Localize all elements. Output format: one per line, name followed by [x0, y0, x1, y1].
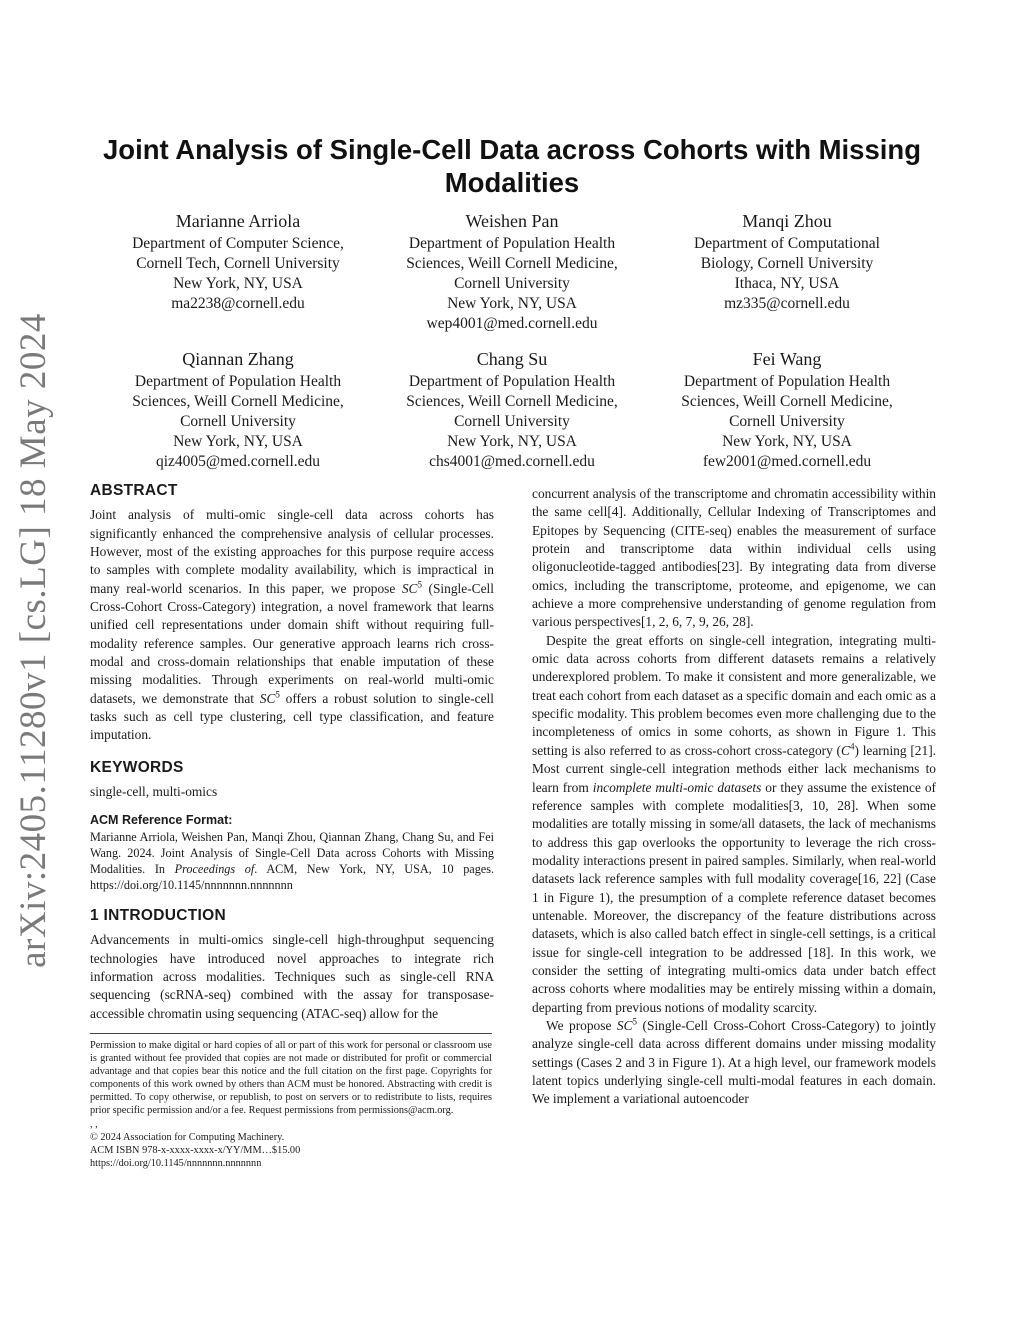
body-paragraph: concurrent analysis of the transcriptome and chromatin accessibility within the same cell[4]. Additionally, Cellular Indexing of Transcriptomes and Epitopes by Sequencing (CITE-seq) enables the measurement of surface protein and transcriptome data within individual cells using oligonucleotide-tagged antibodies[23]. By integrating data from diverse omics, including the transcriptome, proteome, and epigenome, we can achieve a more comprehensive understanding of genome regulation from various perspectives[1, 2, 6, 7, 9, 26, 28]. — [532, 486, 936, 630]
acm-reference — [90, 811, 494, 893]
author-affiliation: Sciences, Weill Cornell Medicine, — [406, 393, 618, 410]
keywords-text: single-cell, multi-omics — [90, 784, 218, 800]
author-email: qiz4005@med.cornell.edu — [155, 453, 321, 470]
author-block — [637, 348, 937, 472]
author-block — [362, 210, 662, 334]
author-location: New York, NY, USA — [173, 433, 303, 450]
author-affiliation: Cornell Tech, Cornell University — [136, 255, 340, 272]
author-affiliation: Department of Population Health — [408, 373, 616, 390]
author-email: wep4001@med.cornell.edu — [426, 315, 598, 332]
author-affiliation: Department of Computational — [694, 235, 880, 252]
doi-line: https://doi.org/10.1145/nnnnnnn.nnnnnnn — [90, 1157, 262, 1169]
author-affiliation: Cornell University — [180, 413, 296, 430]
arxiv-stamp-text: arXiv:2405.11280v1 [cs.LG] 18 May 2024 — [12, 312, 54, 968]
author-name: Qiannan Zhang — [182, 349, 294, 369]
author-location: Ithaca, NY, USA — [734, 275, 840, 292]
author-affiliation: Department of Population Health — [683, 373, 891, 390]
author-affiliation: Sciences, Weill Cornell Medicine, — [132, 393, 344, 410]
introduction-heading: 1 INTRODUCTION — [90, 906, 226, 924]
author-affiliation: Sciences, Weill Cornell Medicine, — [406, 255, 618, 272]
author-block — [637, 210, 937, 314]
author-name: Manqi Zhou — [742, 211, 832, 231]
isbn-line: ACM ISBN 978-x-xxxx-xxxx-x/YY/MM…$15.00 — [90, 1144, 301, 1156]
author-block — [88, 348, 388, 472]
author-affiliation: Biology, Cornell University — [700, 255, 874, 272]
author-affiliation: Department of Population Health — [408, 235, 616, 252]
author-name: Weishen Pan — [465, 211, 559, 231]
author-affiliation: Cornell University — [454, 275, 570, 292]
author-affiliation: Cornell University — [454, 413, 570, 430]
author-email: mz335@cornell.edu — [724, 295, 850, 312]
arxiv-stamp — [0, 312, 66, 968]
author-block — [88, 210, 388, 314]
copyright-line: © 2024 Association for Computing Machinery. — [90, 1131, 285, 1143]
author-email: chs4001@med.cornell.edu — [429, 453, 595, 470]
acm-reference-text: Marianne Arriola, Weishen Pan, Manqi Zhou, Qiannan Zhang, Chang Su, and Fei Wang. 2024. Joint Analysis of Single-Cell Data across Cohorts with Missing Modalities. In Proceedings of. ACM, New York, NY, USA, 10 pages. https://doi.org/10.1145/nnnnnnn.nnnnnnn — [90, 829, 495, 892]
author-email: ma2238@cornell.edu — [171, 295, 305, 312]
body-paragraph: Despite the great efforts on single-cell integration, integrating multi-omic data across cohorts from different datasets remains a relatively underexplored problem. To make it consistent and more generalizable, we treat each cohort from each dataset as a specific domain and each omic as a specific modality. This problem becomes even more challenging due to the incompleteness of omics in some cohorts, as shown in Figure 1. This setting is also referred to as cross-cohort cross-category $(C^4)$ learning [21]. Most current single-cell integration methods either lack mechanisms to learn from incomplete multi-omic datasets or they assume the existence of reference samples with complete modalities[3, 10, 28]. When some modalities are totally missing in some/all datasets, the lack of mechanisms to address this gap overlooks the opportunity to leverage the rich cross-modality interactions present in paired samples. Similarly, when real-world datasets lack reference samples with full modality coverage[16, 22] (Case 1 in Figure 1), the presumption of a complete reference dataset becomes untenable. Moreover, the discrepancy of the feature distributions across datasets, which is also called batch effect in single-cell settings, is a critical issue for single-cell integration to be addressed [18]. In this work, we consider the setting of integrating multi-omics data under batch effect across cohorts where modalities may be entirely missing within a domain, departing from previous notions of modality scarcity. — [532, 632, 937, 1015]
acm-reference-heading: ACM Reference Format: — [90, 812, 233, 827]
author-location: New York, NY, USA — [722, 433, 852, 450]
author-email: few2001@med.cornell.edu — [702, 453, 872, 470]
author-affiliation: Cornell University — [729, 413, 845, 430]
author-location: New York, NY, USA — [447, 295, 577, 312]
author-block — [362, 348, 662, 472]
author-name: Marianne Arriola — [175, 211, 301, 231]
abstract-text: Joint analysis of multi-omic single-cell data across cohorts has significantly enhanced the comprehensive analysis of cellular processes. However, most of the existing approaches for this purpose require access to samples with complete modality availability, which is impractical in many real-world scenarios. In this paper, we propose $SC^5$ (Single-Cell Cross-Cohort Cross-Category) integration, a novel framework that learns unified cell representations under domain shift without requiring full-modality reference samples. Our generative approach learns rich cross-modal and cross-domain relationships that enable imputation of these missing modalities. Through experiments on real-world multi-omic datasets, we demonstrate that $SC^5$ offers a robust solution to single-cell tasks such as cell type clustering, cell type classification, and feature imputation. — [90, 507, 494, 743]
author-location: New York, NY, USA — [173, 275, 303, 292]
author-affiliation: Department of Computer Science, — [132, 235, 344, 252]
permission-notice: Permission to make digital or hard copies of all or part of this work for personal or classroom use is granted without fee provided that copies are not made or distributed for profit or commercial advantage and that copies bear this notice and the full citation on the first page. Copyrights for components of this work owned by others than ACM must be honored. Abstracting with credit is permitted. To copy otherwise, or republish, to post on servers or to redistribute to lists, requires prior specific permission and/or a fee. Request permissions from permissions@acm.org. — [90, 1040, 492, 1117]
body-paragraph: We propose $SC^5$ (Single-Cell Cross-Cohort Cross-Category) to jointly analyze single-cell data across different domains under missing modality settings (Cases 2 and 3 in Figure 1). At a high level, our framework models latent topics underlying single-cell multi-modal features in each domain. We implement a variational autoencoder — [532, 1016, 936, 1107]
left-column — [90, 482, 494, 1023]
author-affiliation: Sciences, Weill Cornell Medicine, — [681, 393, 893, 410]
author-location: New York, NY, USA — [447, 433, 577, 450]
right-column — [532, 485, 936, 1109]
intro-text: Advancements in multi-omics single-cell high-throughput sequencing technologies have introduced novel approaches to integrate rich information across modalities. Techniques such as single-cell RNA sequencing (scRNA-seq) combined with the assay for transposase-accessible chromatin using sequencing (ATAC-seq) allow for the — [90, 932, 494, 1021]
keywords-heading: KEYWORDS — [90, 758, 184, 776]
abstract-heading: ABSTRACT — [90, 482, 178, 499]
copyright-footnote — [90, 1033, 492, 1170]
paper-title: Joint Analysis of Single-Cell Data across Cohorts with Missing Modalities — [102, 134, 922, 198]
footnote-commas: , , — [90, 1118, 98, 1130]
author-name: Chang Su — [476, 349, 548, 369]
author-name: Fei Wang — [752, 349, 822, 369]
author-affiliation: Department of Population Health — [134, 373, 342, 390]
